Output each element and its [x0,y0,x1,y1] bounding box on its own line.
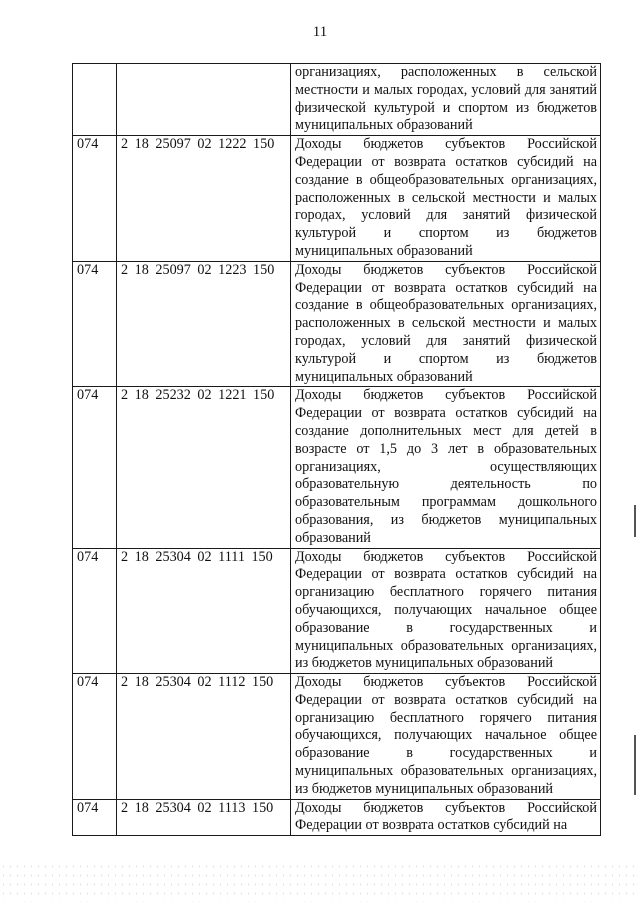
description-cell: Доходы бюджетов субъектов Российской Федерации от возврата остатков субсидий на организацию бесплатного горячего питания обучающихся, получающих начальное общее образование в государственных и муниципальных образовательных организациях, из бюджетов муниципальных образований [291,548,601,674]
budget-code-cell: 2 18 25304 02 1113 150 [117,799,291,836]
page-number: 11 [312,24,328,40]
table-row [73,64,601,136]
admin-code-cell: 074 [73,387,117,548]
budget-code-cell: 2 18 25097 02 1222 150 [117,136,291,262]
scan-noise [0,862,640,902]
table-row [73,136,601,262]
budget-code-cell: 2 18 25232 02 1221 150 [117,387,291,548]
table-row [73,261,601,387]
budget-code-cell [117,64,291,136]
admin-code-cell: 074 [73,548,117,674]
budget-code-cell: 2 18 25304 02 1111 150 [117,548,291,674]
table-row [73,387,601,548]
description-cell: Доходы бюджетов субъектов Российской Федерации от возврата остатков субсидий на создание дополнительных мест для детей в возрасте от 1,5 до 3 лет в образовательных организациях, осуществляющих образовательную деятельность по образовательным программам дошкольного образования, из бюджетов муниципальных образований [291,387,601,548]
scan-artifact [634,735,636,795]
admin-code-cell: 074 [73,261,117,387]
description-cell: Доходы бюджетов субъектов Российской Федерации от возврата остатков субсидий на создание в общеобразовательных организациях, расположенных в сельской местности и малых городах, условий для занятий физической культурой и спортом из бюджетов муниципальных образований [291,136,601,262]
revenue-codes-table [72,63,601,836]
description-cell: Доходы бюджетов субъектов Российской Федерации от возврата остатков субсидий на организацию бесплатного горячего питания обучающихся, получающих начальное общее образование в государственных и муниципальных образовательных организациях, из бюджетов муниципальных образований [291,674,601,800]
scan-artifact [634,505,636,537]
budget-code-cell: 2 18 25097 02 1223 150 [117,261,291,387]
description-cell: организациях, расположенных в сельской местности и малых городах, условий для занятий физической культурой и спортом из бюджетов муниципальных образований [291,64,601,136]
table-row [73,799,601,836]
admin-code-cell: 074 [73,799,117,836]
table-row [73,548,601,674]
admin-code-cell: 074 [73,136,117,262]
admin-code-cell [73,64,117,136]
table-row [73,674,601,800]
admin-code-cell: 074 [73,674,117,800]
budget-code-cell: 2 18 25304 02 1112 150 [117,674,291,800]
description-cell: Доходы бюджетов субъектов Российской Федерации от возврата остатков субсидий на создание в общеобразовательных организациях, расположенных в сельской местности и малых городах, условий для занятий физической культурой и спортом из бюджетов муниципальных образований [291,261,601,387]
description-cell: Доходы бюджетов субъектов Российской Федерации от возврата остатков субсидий на [291,799,601,836]
